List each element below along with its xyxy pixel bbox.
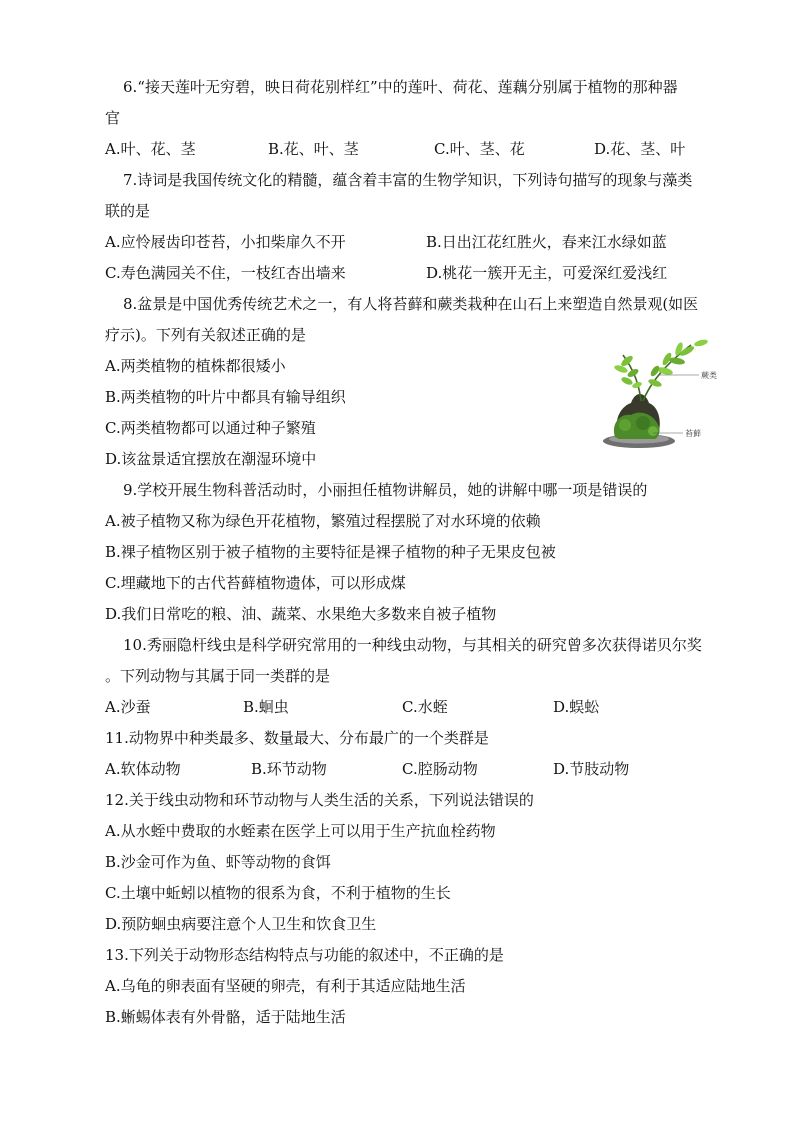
q12-option-b: B.沙金可作为鱼、虾等动物的食饵 [105, 853, 331, 871]
q8-option-d: D.该盆景适宜摆放在潮湿环境中 [105, 450, 317, 468]
q12-stem: 12.关于线虫动物和环节动物与人类生活的关系，下列说法错误的 [105, 791, 534, 809]
q6-stem-line1: 6.“接天莲叶无穷碧，映日荷花别样红”中的莲叶、荷花、莲藕分别属于植物的那种器 [123, 78, 678, 96]
q7-stem-line1: 7.诗词是我国传统文化的精髓，蕴含着丰富的生物学知识，下列诗句描写的现象与藻类 [123, 171, 693, 189]
q13-option-a: A.乌龟的卵表面有坚硬的卵壳，有利于其适应陆地生活 [105, 977, 466, 995]
q10-stem-line2: 。下列动物与其属于同一类群的是 [105, 667, 331, 685]
q11-option-a: A.软体动物 [105, 760, 181, 778]
q7-stem-line2: 联的是 [105, 202, 151, 220]
q8-stem-line1: 8.盆景是中国优秀传统艺术之一，有人将苔藓和蕨类栽种在山石上来塑造自然景观(如医 [123, 295, 699, 313]
q12-option-a: A.从水蛭中费取的水蛭素在医学上可以用于生产抗血栓药物 [105, 822, 496, 840]
q9-stem: 9.学校开展生物科普活动时，小丽担任植物讲解员，她的讲解中哪一项是错误的 [123, 481, 648, 499]
q10-option-b: B.蛔虫 [243, 698, 289, 716]
q10-option-a: A.沙蚕 [105, 698, 151, 716]
q7-option-a: A.应怜屐齿印苍苔，小扣柴扉久不开 [105, 233, 346, 251]
q6-stem-line2: 官 [105, 109, 121, 127]
q9-option-a: A.被子植物又称为绿色开花植物，繁殖过程摆脱了对水环境的依赖 [105, 512, 541, 530]
q9-option-d: D.我们日常吃的粮、油、蔬菜、水果绝大多数来自被子植物 [105, 605, 497, 623]
q13-stem: 13.下列关于动物形态结构特点与功能的叙述中，不正确的是 [105, 946, 504, 964]
q10-option-d: D.蜈蚣 [553, 698, 600, 716]
bonsai-figure [597, 333, 727, 463]
q11-option-b: B.环节动物 [251, 760, 327, 778]
q7-option-d: D.桃花一簇开无主，可爱深红爱浅红 [426, 264, 668, 282]
q9-option-b: B.裸子植物区别于被子植物的主要特征是裸子植物的种子无果皮包被 [105, 543, 556, 561]
q8-stem-line2: 疗示)。下列有关叙述正确的是 [105, 326, 306, 344]
q11-stem: 11.动物界中种类最多、数量最大、分布最广的一个类群是 [105, 729, 489, 747]
q9-option-c: C.埋藏地下的古代苔藓植物遗体，可以形成煤 [105, 574, 406, 592]
q6-option-d: D.花、茎、叶 [594, 140, 686, 158]
fern-label: 蕨类 [701, 371, 717, 380]
q13-option-b: B.蜥蜴体表有外骨骼，适于陆地生活 [105, 1008, 346, 1026]
q8-option-c: C.两类植物都可以通过种子繁殖 [105, 419, 316, 437]
q12-option-d: D.预防蛔虫病要注意个人卫生和饮食卫生 [105, 915, 377, 933]
q10-option-c: C.水蛭 [402, 698, 448, 716]
q7-option-c: C.寿色满园关不住，一枝红杏出墙来 [105, 264, 346, 282]
q6-option-a: A.叶、花、茎 [105, 140, 196, 158]
q8-option-b: B.两类植物的叶片中都具有输导组织 [105, 388, 346, 406]
q6-option-c: C.叶、茎、花 [434, 140, 525, 158]
q11-option-d: D.节肢动物 [553, 760, 630, 778]
q10-stem-line1: 10.秀丽隐杆线虫是科学研究常用的一种线虫动物，与其相关的研究曾多次获得诺贝尔奖 [123, 636, 702, 654]
q6-option-b: B.花、叶、茎 [268, 140, 359, 158]
q11-option-c: C.腔肠动物 [402, 760, 478, 778]
q7-option-b: B.日出江花红胜火，春来江水绿如蓝 [426, 233, 667, 251]
q8-option-a: A.两类植物的植株都很矮小 [105, 357, 286, 375]
moss-label: 苔藓 [685, 429, 701, 438]
q12-option-c: C.土壤中蚯蚓以植物的很系为食，不利于植物的生长 [105, 884, 451, 902]
